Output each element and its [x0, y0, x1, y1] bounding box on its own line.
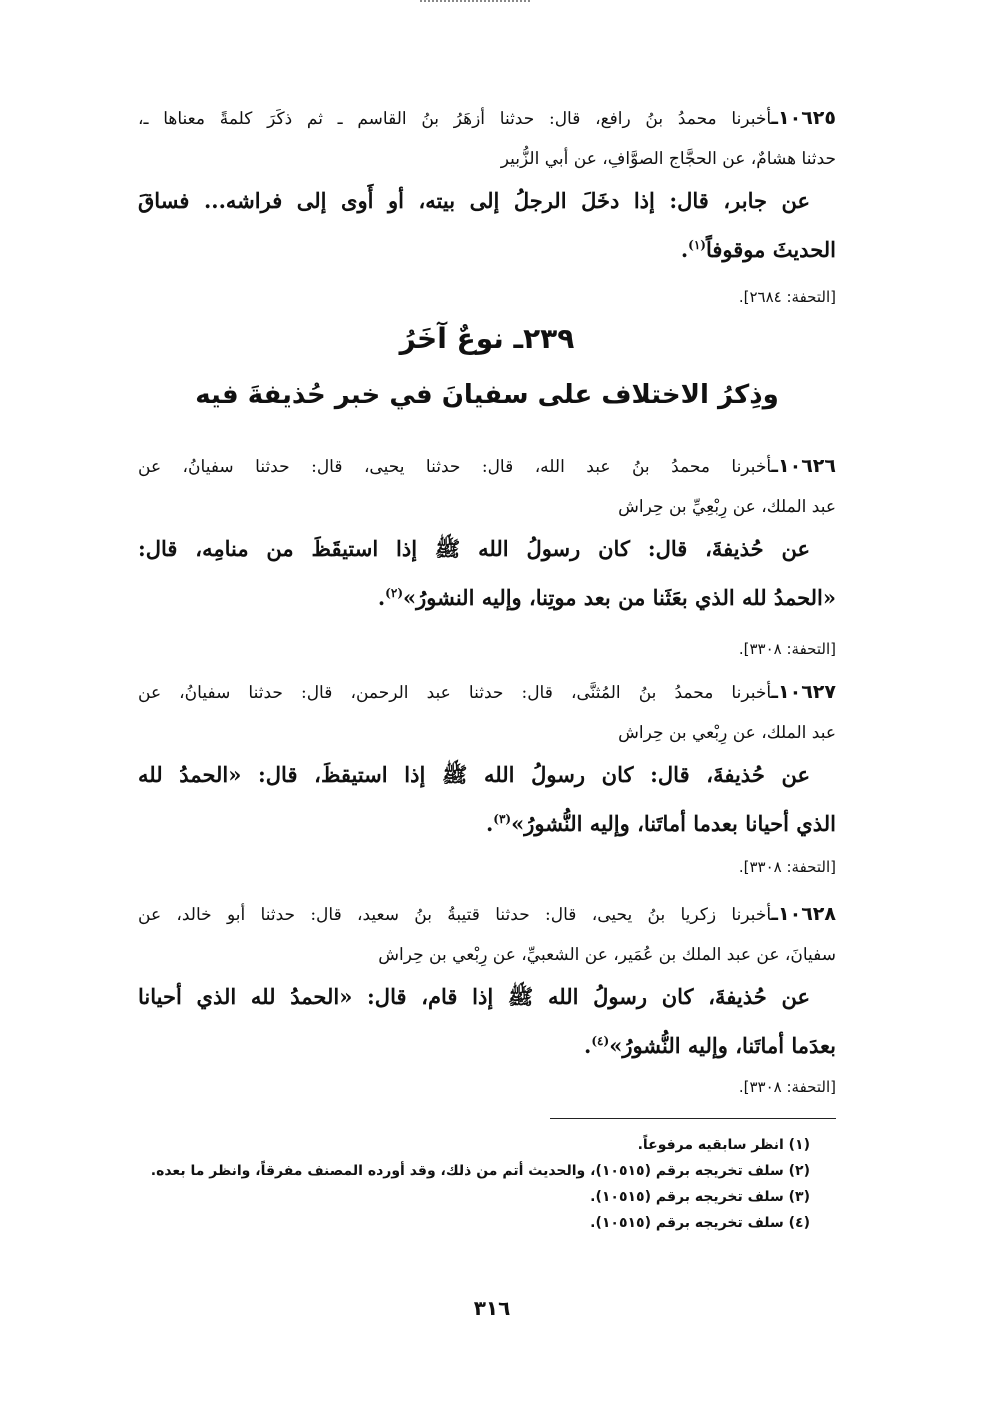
isnad-text: أخبرنا محمدُ بنُ رافع، قال: حدثنا أزهَرُ بنُ القاسم ـ ثم ذكَرَ كلمةً معناها ـ، [138, 109, 772, 129]
matn-line: عن حُذيفةَ، قال: كان رسولُ الله ﷺ إذا استيقظَ، قال: «الحمدُ لله [138, 762, 810, 787]
hadith-10626 [138, 446, 836, 620]
footnote-2: (٢) سلف تخريجه برقم (١٠٥١٥)، والحديث أتم من ذلك، وقد أورده المصنف مفرقاً، وانظر ما بعده. [150, 1163, 810, 1179]
hadith-number: ١٠٦٢٧ـ [771, 681, 836, 703]
tuhfa-reference: [التحفة: ٣٣٠٨]. [738, 858, 836, 876]
footnote-separator [550, 1118, 836, 1119]
footnotes [138, 1132, 810, 1236]
matn-text: الذي أحيانا بعدما أماتَنا، وإليه النُّشورُ» [511, 811, 836, 836]
full-stop: . [680, 237, 689, 262]
isnad-line [138, 98, 836, 139]
footnote-ref: (٢) [385, 586, 403, 600]
matn-line: عن حُذيفةَ، كان رسولُ الله ﷺ إذا قام، قال: «الحمدُ لله الذي أحيانا [138, 984, 810, 1009]
footnote-4: (٤) سلف تخريجه برقم (١٠٥١٥). [590, 1215, 810, 1231]
hadith-number: ١٠٦٢٨ـ [771, 903, 836, 925]
footnote-3: (٣) سلف تخريجه برقم (١٠٥١٥). [590, 1189, 810, 1205]
matn-line [138, 797, 836, 846]
matn-line [138, 571, 836, 620]
isnad-text: أخبرنا زكريا بنُ يحيى، قال: حدثنا قتيبةُ بنُ سعيد، قال: حدثنا أبو خالد، عن [138, 905, 772, 925]
full-stop: . [485, 811, 494, 836]
tuhfa-reference: [التحفة: ٣٣٠٨]. [738, 640, 836, 658]
matn-line [138, 1019, 836, 1068]
chapter-heading: ٢٣٩ـ نوعٌ آخَرُ [399, 322, 575, 355]
scan-edge-dots [420, 0, 530, 8]
isnad-line [138, 894, 836, 935]
isnad-line: سفيانَ، عن عبد الملك بن عُمَير، عن الشعبيِّ، عن رِبْعي بن حِراش [378, 945, 836, 965]
matn-text: بعدَما أماتَنا، وإليه النُّشورُ» [609, 1033, 836, 1058]
matn-line: عن حُذيفةَ، قال: كان رسولُ الله ﷺ إذا استيقَظَ من منامِه، قال: [138, 536, 810, 561]
hadith-10625 [138, 98, 836, 272]
isnad-line [138, 446, 836, 487]
isnad-line: حدثنا هشامٌ، عن الحجَّاج الصوَّافِ، عن أبي الزُّبير [500, 149, 836, 169]
isnad-line [138, 672, 836, 713]
footnote-ref: (١) [688, 238, 706, 252]
isnad-text: أخبرنا محمدُ بنُ عبد الله، قال: حدثنا يحيى، قال: حدثنا سفيانُ، عن [138, 457, 772, 477]
matn-text: «الحمدُ لله الذي بعَثَنا من بعد موتِنا، وإليه النشورُ» [403, 585, 836, 610]
hadith-10627 [138, 672, 836, 846]
full-stop: . [584, 1033, 592, 1058]
hadith-10628 [138, 894, 836, 1068]
hadith-number: ١٠٦٢٦ـ [771, 455, 836, 477]
isnad-text: أخبرنا محمدُ بنُ المُثنَّى، قال: حدثنا عبد الرحمن، قال: حدثنا سفيانُ، عن [138, 683, 772, 703]
page-number: ٣١٦ [473, 1296, 511, 1320]
matn-text: الحديثَ موقوفاً [705, 237, 836, 262]
isnad-line: عبد الملك، عن رِبْعِيِّ بن حِراش [618, 497, 836, 517]
footnote-ref: (٤) [591, 1034, 610, 1048]
chapter-subtitle: وذِكرُ الاختلاف على سفيانَ في خبر حُذيفةَ فيه [195, 380, 779, 410]
footnote-1: (١) انظر سابقيه مرفوعاً. [637, 1137, 810, 1153]
full-stop: . [377, 585, 386, 610]
hadith-number: ١٠٦٢٥ـ [771, 107, 836, 129]
matn-line [138, 223, 836, 272]
matn-line: عن جابر، قال: إذا دخَلَ الرجلُ إلى بيته، أو أَوى إلى فراشه... فساقَ [138, 188, 810, 213]
isnad-line: عبد الملك، عن رِبْعي بن حِراش [618, 723, 836, 743]
footnote-ref: (٣) [493, 812, 512, 826]
tuhfa-reference: [التحفة: ٢٦٨٤]. [738, 288, 836, 306]
tuhfa-reference: [التحفة: ٣٣٠٨]. [738, 1078, 836, 1096]
